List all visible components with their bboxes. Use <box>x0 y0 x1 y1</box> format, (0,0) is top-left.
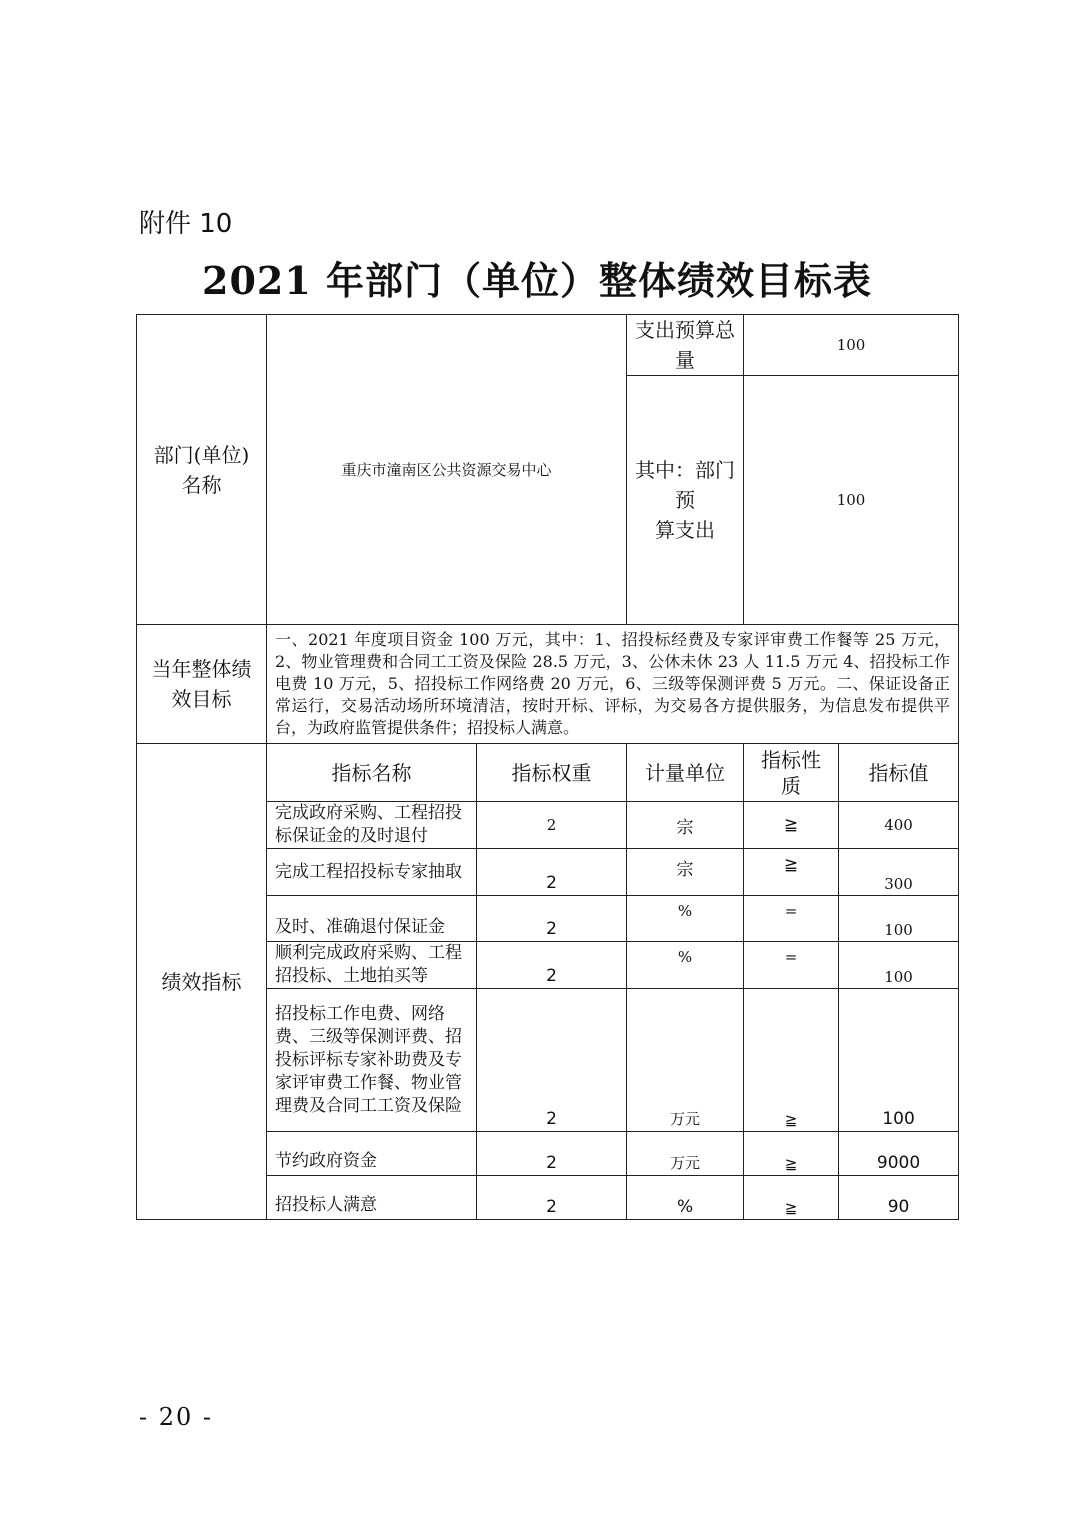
indicator-value: 100 <box>839 989 959 1132</box>
indicator-value: 400 <box>839 802 959 849</box>
header-value: 指标值 <box>839 744 959 802</box>
indicator-name: 节约政府资金 <box>267 1132 477 1176</box>
header-name: 指标名称 <box>267 744 477 802</box>
indicator-nature: ≧ <box>744 989 839 1132</box>
indicator-nature: ≧ <box>744 802 839 849</box>
performance-table <box>136 314 959 1220</box>
indicator-unit: % <box>627 896 744 942</box>
indicator-unit: 万元 <box>627 989 744 1132</box>
indicator-weight: 2 <box>477 802 627 849</box>
budget-total-value: 100 <box>744 315 959 376</box>
indicator-value: 100 <box>839 896 959 942</box>
indicator-name: 及时、准确退付保证金 <box>267 896 477 942</box>
indicator-unit: % <box>627 942 744 989</box>
budget-dept-label: 其中：部门预 算支出 <box>627 376 744 625</box>
indicator-weight: 2 <box>477 942 627 989</box>
indicators-label: 绩效指标 <box>137 744 267 1220</box>
header-nature: 指标性 质 <box>744 744 839 802</box>
dept-name: 重庆市潼南区公共资源交易中心 <box>267 315 627 625</box>
page-title: 2021 年部门（单位）整体绩效目标表 <box>202 258 872 303</box>
indicator-nature: ≧ <box>744 1132 839 1176</box>
indicator-name: 完成政府采购、工程招投标保证金的及时退付 <box>267 802 477 849</box>
header-unit: 计量单位 <box>627 744 744 802</box>
indicator-value: 100 <box>839 942 959 989</box>
dept-label: 部门(单位) 名称 <box>137 315 267 625</box>
indicator-name: 顺利完成政府采购、工程招投标、土地拍买等 <box>267 942 477 989</box>
indicator-name: 完成工程招投标专家抽取 <box>267 849 477 896</box>
budget-dept-value: 100 <box>744 376 959 625</box>
indicator-unit: % <box>627 1176 744 1220</box>
indicator-weight: 2 <box>477 1132 627 1176</box>
indicator-name: 招投标工作电费、网络费、三级等保测评费、招投标评标专家补助费及专家评审费工作餐、物业管理费及合同工工资及保险 <box>267 989 477 1132</box>
indicator-unit: 宗 <box>627 802 744 849</box>
indicator-value: 90 <box>839 1176 959 1220</box>
indicator-nature: = <box>744 896 839 942</box>
indicator-unit: 万元 <box>627 1132 744 1176</box>
goal-text: 一、2021 年度项目资金 100 万元，其中：1、招投标经费及专家评审费工作餐等 25 万元，2、物业管理费和合同工工资及保险 28.5 万元，3、公休未休 23 人 11.5 万元 4、招投标工作电费 10 万元，5、招投标工作网络费 20 万元，6、三级等保测评费 5 万元。二、保证设备正常运行，交易活动场所环境清洁，按时开标、评标，为交易各方提供服务，为信息发布提供平台，为政府监管提供条件；招投标人满意。 <box>267 625 959 744</box>
indicator-nature: ≧ <box>744 849 839 896</box>
indicator-nature: = <box>744 942 839 989</box>
budget-total-label: 支出预算总量 <box>627 315 744 376</box>
indicator-nature: ≧ <box>744 1176 839 1220</box>
indicator-weight: 2 <box>477 989 627 1132</box>
indicator-value: 300 <box>839 849 959 896</box>
indicator-value: 9000 <box>839 1132 959 1176</box>
goal-label: 当年整体绩 效目标 <box>137 625 267 744</box>
indicator-weight: 2 <box>477 849 627 896</box>
attachment-label: 附件 10 <box>139 209 233 239</box>
indicator-weight: 2 <box>477 1176 627 1220</box>
page-number: - 20 - <box>139 1403 214 1431</box>
indicator-unit: 宗 <box>627 849 744 896</box>
indicator-weight: 2 <box>477 896 627 942</box>
header-weight: 指标权重 <box>477 744 627 802</box>
indicator-name: 招投标人满意 <box>267 1176 477 1220</box>
